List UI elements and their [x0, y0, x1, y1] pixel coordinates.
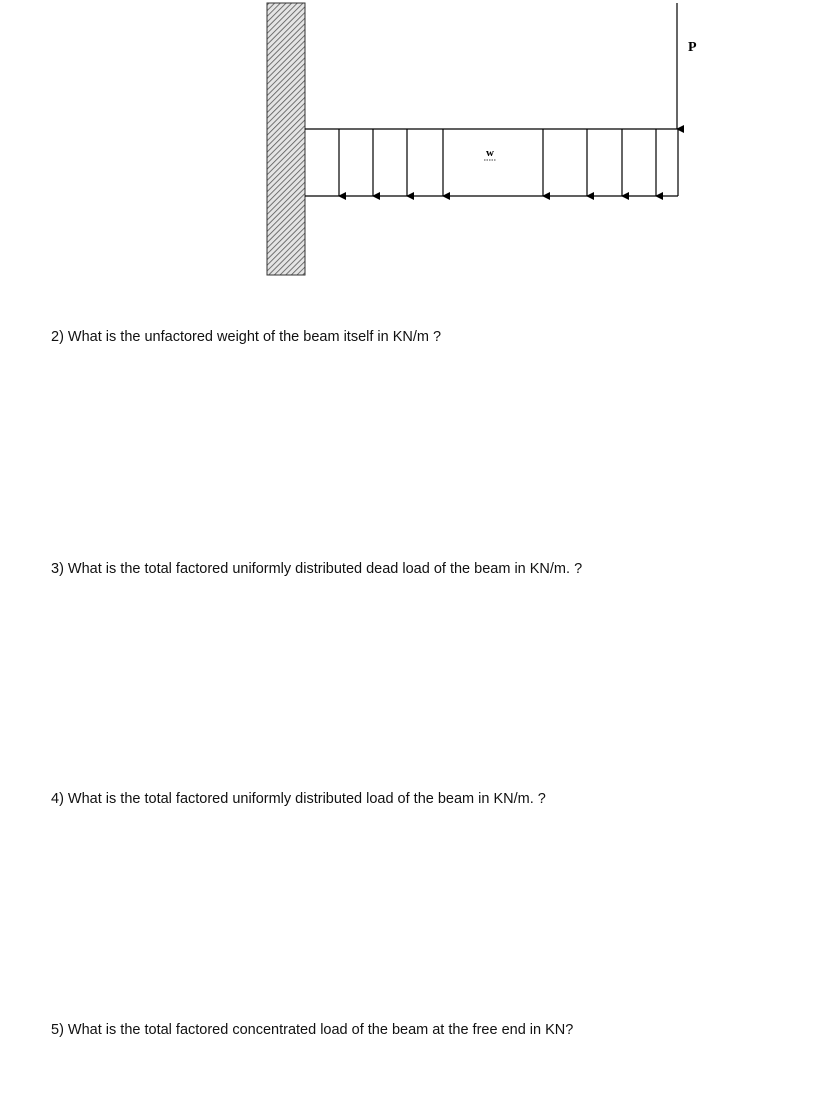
point-load-label: P [688, 40, 697, 55]
cantilever-beam-diagram [0, 0, 819, 290]
question-2: 2) What is the unfactored weight of the beam itself in KN/m ? [51, 329, 442, 345]
question-3: 3) What is the total factored uniformly distributed dead load of the beam in KN/m. ? [51, 561, 583, 577]
distributed-load-arrows [339, 129, 656, 196]
question-5: 5) What is the total factored concentrated load of the beam at the free end in KN? [51, 1022, 574, 1038]
question-4: 4) What is the total factored uniformly distributed load of the beam in KN/m. ? [51, 791, 546, 807]
fixed-support-wall [267, 3, 305, 275]
distributed-load-label: w [486, 147, 494, 159]
